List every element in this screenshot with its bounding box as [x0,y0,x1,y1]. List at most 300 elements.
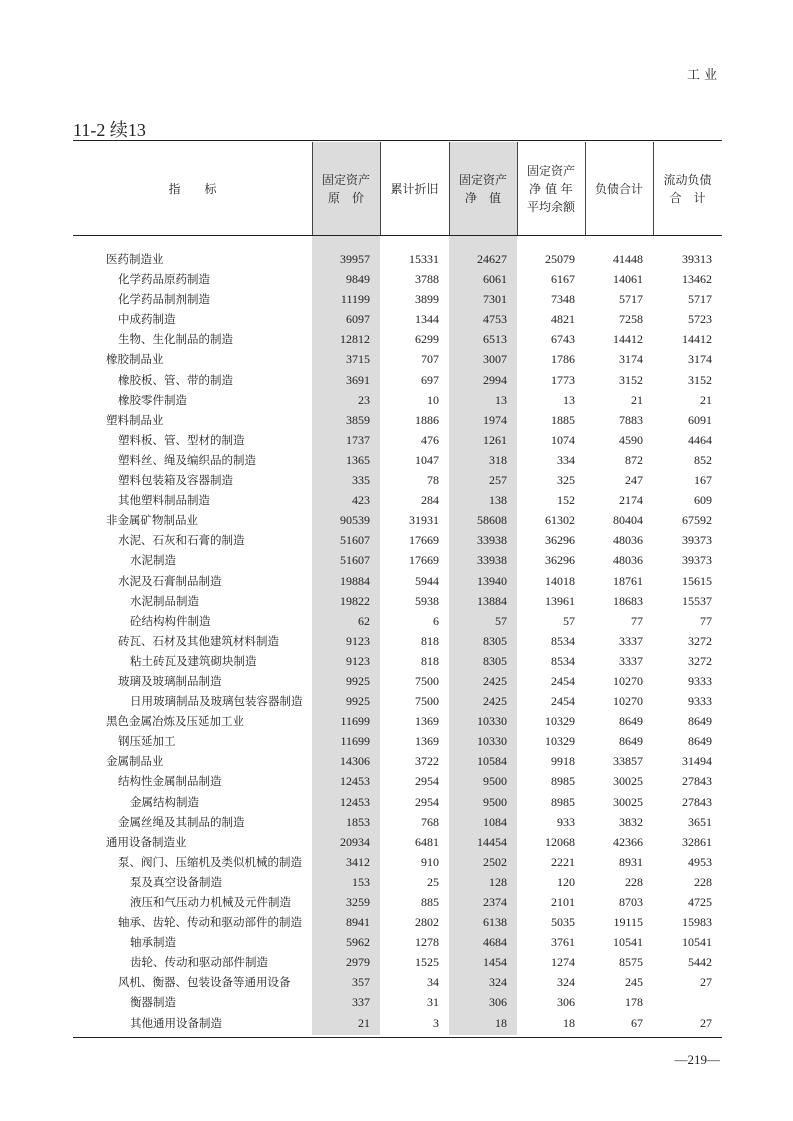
header-depreciation [380,142,449,235]
row-value: 1773 [551,372,575,387]
row-value: 14018 [545,573,575,588]
header-indicator [73,142,312,235]
table-row [73,289,722,309]
row-value: 5035 [551,915,575,930]
row-value: 10 [427,392,439,407]
header-line: 净 值 年 [529,181,573,196]
row-value: 476 [421,432,439,447]
row-value: 3337 [619,633,643,648]
row-indicator: 橡胶板、管、带的制造 [118,372,233,387]
row-value: 3 [433,1015,439,1030]
row-value: 325 [557,473,575,488]
row-value: 2221 [551,854,575,869]
row-value: 20934 [340,834,370,849]
row-indicator: 泵及真空设备制造 [130,874,222,889]
row-value: 10541 [613,935,643,950]
header-total-liabilities [585,142,653,235]
table-row [73,912,722,932]
row-value: 1369 [415,714,439,729]
row-value: 12453 [340,774,370,789]
row-value: 3722 [415,754,439,769]
row-value: 3007 [483,352,507,367]
row-value: 818 [421,653,439,668]
row-indicator: 其他通用设备制造 [130,1015,222,1030]
row-value: 2502 [483,854,507,869]
row-value: 138 [489,493,507,508]
row-value: 4753 [483,312,507,327]
row-value: 12812 [340,332,370,347]
row-value: 2174 [619,493,643,508]
row-value: 167 [694,473,712,488]
row-value: 19115 [613,915,643,930]
row-value: 3174 [619,352,643,367]
row-value: 247 [625,473,643,488]
row-value: 6743 [551,332,575,347]
row-value: 3899 [415,292,439,307]
table-row [73,470,722,490]
row-value: 318 [489,452,507,467]
row-value: 58608 [477,513,507,528]
row-value: 9333 [688,673,712,688]
row-value: 3152 [688,372,712,387]
table-row [73,571,722,591]
row-value: 10541 [682,935,712,950]
row-value: 30025 [613,794,643,809]
row-value: 21 [631,392,643,407]
row-value: 4953 [688,854,712,869]
row-value: 13 [495,392,507,407]
row-value: 1278 [415,935,439,950]
row-value: 13462 [682,272,712,287]
row-value: 6 [433,613,439,628]
row-value: 11199 [340,292,370,307]
row-value: 9123 [346,653,370,668]
row-value: 4590 [619,432,643,447]
row-value: 18761 [613,573,643,588]
row-value: 3761 [551,935,575,950]
row-value: 2374 [483,895,507,909]
row-value: 1454 [483,955,507,970]
row-value: 2954 [415,774,439,789]
table-row [73,792,722,812]
row-value: 9500 [483,774,507,789]
row-value: 15983 [682,915,712,930]
row-value: 27843 [682,774,712,789]
row-value: 6513 [483,332,507,347]
page-number: —219— [674,1052,720,1067]
row-value: 1853 [346,814,370,829]
row-value: 1365 [346,452,370,467]
row-value: 5442 [688,955,712,970]
row-indicator: 玻璃及玻璃制品制造 [118,673,222,688]
row-value: 1886 [415,412,439,427]
row-value: 6167 [551,272,575,287]
row-value: 6299 [415,332,439,347]
row-value: 32861 [682,834,712,849]
row-indicator: 金属丝绳及其制品的制造 [118,814,245,829]
row-value: 5962 [346,935,370,950]
row-value: 2979 [346,955,370,970]
table-row [73,992,722,1012]
row-value: 6061 [483,272,507,287]
row-value: 14306 [340,754,370,769]
row-indicator: 风机、衡器、包装设备等通用设备 [118,975,291,990]
header-net-average [517,142,585,235]
row-indicator: 轴承制造 [130,935,176,950]
row-value: 21 [700,392,712,407]
row-value: 2454 [551,673,575,688]
row-indicator: 粘土砖瓦及建筑砌块制造 [130,653,257,668]
row-value: 7500 [415,694,439,709]
table-row [73,510,722,530]
row-value: 21 [358,1015,370,1030]
row-value: 9925 [346,673,370,688]
row-value: 33938 [477,533,507,548]
row-value: 1369 [415,734,439,749]
row-value: 2425 [483,673,507,688]
row-value: 8985 [551,774,575,789]
row-value: 9849 [346,272,370,287]
row-indicator: 水泥制品制造 [130,593,199,608]
row-value: 15537 [682,593,712,608]
table-body [73,249,722,1033]
row-value: 4821 [551,312,575,327]
header-line: 合 计 [669,190,706,205]
row-value: 8649 [688,714,712,729]
table-row [73,852,722,872]
table-row [73,711,722,731]
row-value: 9918 [551,754,575,769]
row-value: 357 [352,975,370,990]
row-value: 33857 [613,754,643,769]
row-value: 48036 [613,553,643,568]
row-value: 5944 [415,573,439,588]
row-indicator: 通用设备制造业 [106,834,187,849]
row-value: 1074 [551,432,575,447]
row-value: 153 [352,874,370,889]
row-value: 25 [427,874,439,889]
row-value: 18 [563,1015,575,1030]
table-row [73,832,722,852]
row-value: 8649 [688,734,712,749]
row-value: 15331 [409,252,439,266]
row-value: 8534 [551,633,575,648]
table-row [73,390,722,410]
row-value: 23 [358,392,370,407]
row-indicator: 砼结构构件制造 [130,613,211,628]
row-value: 13 [563,392,575,407]
row-value: 337 [352,995,370,1010]
row-value: 3715 [346,352,370,367]
row-value: 306 [489,995,507,1010]
row-indicator: 化学药品制剂制造 [118,292,210,307]
row-value: 67 [631,1015,643,1030]
row-value: 14412 [613,332,643,347]
row-indicator: 塑料丝、绳及编织品的制造 [118,452,256,467]
header-line: 净 值 [464,190,501,205]
row-value: 62 [358,613,370,628]
row-value: 852 [694,452,712,467]
row-value: 13884 [477,593,507,608]
row-value: 306 [557,995,575,1010]
row-value: 39373 [682,533,712,548]
table-row [73,249,722,269]
table-row [73,349,722,369]
row-value: 39313 [682,252,712,266]
row-value: 1344 [415,312,439,327]
row-value: 1261 [483,432,507,447]
row-indicator: 化学药品原药制造 [118,272,210,287]
row-value: 6138 [483,915,507,930]
row-value: 34 [427,975,439,990]
row-value: 2101 [551,895,575,909]
table-row [73,591,722,611]
row-value: 6481 [415,834,439,849]
table-row [73,430,722,450]
row-indicator: 医药制造业 [106,252,164,266]
row-value: 18 [495,1015,507,1030]
row-value: 5717 [619,292,643,307]
row-value: 818 [421,633,439,648]
row-value: 3272 [688,633,712,648]
row-value: 284 [421,493,439,508]
row-value: 3859 [346,412,370,427]
table-title: 11-2 续13 [73,120,146,140]
row-value: 67592 [682,513,712,528]
row-indicator: 齿轮、传动和驱动部件制造 [130,955,268,970]
table-row [73,309,722,329]
header-indicator-label: 指 标 [168,181,217,196]
row-value: 14454 [477,834,507,849]
row-value: 228 [625,874,643,889]
row-value: 77 [631,613,643,628]
header-line: 负债合计 [594,181,643,196]
row-value: 8703 [619,895,643,909]
row-value: 19822 [340,593,370,608]
table-row [73,892,722,912]
row-value: 6097 [346,312,370,327]
row-indicator: 橡胶零件制造 [118,392,187,407]
row-value: 3272 [688,653,712,668]
row-value: 12068 [545,834,575,849]
row-value: 707 [421,352,439,367]
row-indicator: 塑料包装箱及容器制造 [118,473,233,488]
row-value: 77 [700,613,712,628]
row-value: 8985 [551,794,575,809]
row-value: 872 [625,452,643,467]
table-row [73,329,722,349]
table-top-rule [73,140,722,141]
row-indicator: 黑色金属冶炼及压延加工业 [106,714,244,729]
row-value: 2802 [415,915,439,930]
row-value: 18683 [613,593,643,608]
row-value: 228 [694,874,712,889]
row-indicator: 橡胶制品业 [106,352,164,367]
row-value: 3412 [346,854,370,869]
row-value: 6091 [688,412,712,427]
table-row [73,611,722,631]
row-value: 8534 [551,653,575,668]
row-value: 609 [694,493,712,508]
row-value: 78 [427,473,439,488]
row-value: 80404 [613,513,643,528]
header-line: 固定资产 [526,163,575,178]
row-value: 5717 [688,292,712,307]
row-value: 10329 [545,714,575,729]
row-value: 1084 [483,814,507,829]
row-value: 334 [557,452,575,467]
header-line: 固定资产 [321,172,370,187]
table-row [73,932,722,952]
row-value: 51607 [340,553,370,568]
row-value: 31931 [409,513,439,528]
row-value: 10584 [477,754,507,769]
row-value: 120 [557,874,575,889]
row-value: 10329 [545,734,575,749]
row-value: 324 [489,975,507,990]
row-indicator: 钢压延加工 [118,734,176,749]
row-indicator: 结构性金属制品制造 [118,774,222,789]
row-value: 48036 [613,533,643,548]
row-value: 14061 [613,272,643,287]
row-value: 8649 [619,714,643,729]
table-row [73,269,722,289]
table-row [73,972,722,992]
row-value: 1274 [551,955,575,970]
row-indicator: 日用玻璃制品及玻璃包装容器制造 [130,694,303,709]
row-value: 128 [489,874,507,889]
row-value: 3259 [346,895,370,909]
row-value: 57 [495,613,507,628]
row-value: 27 [700,1015,712,1030]
row-value: 8941 [346,915,370,930]
row-value: 2994 [483,372,507,387]
row-value: 10330 [477,714,507,729]
row-value: 3691 [346,372,370,387]
row-value: 11699 [340,714,370,729]
row-indicator: 砖瓦、石材及其他建筑材料制造 [118,633,279,648]
table-row [73,370,722,390]
row-value: 90539 [340,513,370,528]
row-indicator: 金属结构制造 [130,794,199,809]
table-row [73,671,722,691]
row-indicator: 液压和气压动力机械及元件制造 [130,895,291,909]
row-indicator: 水泥制造 [130,553,176,568]
row-value: 31494 [682,754,712,769]
header-current-liabilities [653,142,722,235]
row-indicator: 水泥、石灰和石膏的制造 [118,533,245,548]
row-indicator: 非金属矿物制品业 [106,513,198,528]
row-value: 31 [427,995,439,1010]
row-value: 10330 [477,734,507,749]
row-value: 61302 [545,513,575,528]
row-indicator: 金属制品业 [106,754,164,769]
row-indicator: 水泥及石膏制品制造 [118,573,222,588]
row-value: 8931 [619,854,643,869]
table-row [73,450,722,470]
row-value: 8305 [483,653,507,668]
table-row [73,731,722,751]
row-value: 42366 [613,834,643,849]
row-value: 9925 [346,694,370,709]
row-value: 17669 [409,553,439,568]
row-indicator: 衡器制造 [130,995,176,1010]
row-value: 13940 [477,573,507,588]
row-value: 25079 [545,252,575,266]
row-value: 4684 [483,935,507,950]
row-value: 3788 [415,272,439,287]
row-value: 17669 [409,533,439,548]
row-value: 3337 [619,653,643,668]
row-value: 152 [557,493,575,508]
row-value: 19884 [340,573,370,588]
section-label: 工业 [686,68,721,83]
row-indicator: 生物、生化制品的制造 [118,332,233,347]
row-value: 7500 [415,673,439,688]
row-value: 8649 [619,734,643,749]
row-indicator: 塑料板、管、型材的制造 [118,432,245,447]
row-value: 57 [563,613,575,628]
row-value: 10270 [613,673,643,688]
table-row [73,1013,722,1033]
header-line: 固定资产 [458,172,507,187]
header-line: 原 价 [327,190,364,205]
row-value: 768 [421,814,439,829]
row-value: 1525 [415,955,439,970]
row-value: 2425 [483,694,507,709]
row-value: 5723 [688,312,712,327]
row-value: 36296 [545,533,575,548]
row-value: 24627 [477,252,507,266]
row-value: 41448 [613,252,643,266]
row-value: 1786 [551,352,575,367]
row-value: 12453 [340,794,370,809]
row-value: 2454 [551,694,575,709]
row-indicator: 中成药制造 [118,312,176,327]
table-row [73,751,722,771]
row-value: 39373 [682,553,712,568]
row-value: 14412 [682,332,712,347]
table-header [73,142,722,235]
table-row [73,410,722,430]
header-line: 平均余额 [526,199,575,214]
row-value: 8305 [483,633,507,648]
row-value: 2954 [415,794,439,809]
table-row [73,490,722,510]
row-indicator: 泵、阀门、压缩机及类似机械的制造 [118,854,302,869]
row-indicator: 塑料制品业 [106,412,164,427]
header-line: 累计折旧 [390,181,439,196]
table-row [73,631,722,651]
row-value: 8575 [619,955,643,970]
row-value: 3832 [619,814,643,829]
row-value: 1885 [551,412,575,427]
row-value: 910 [421,854,439,869]
row-value: 7301 [483,292,507,307]
row-value: 1737 [346,432,370,447]
row-value: 4464 [688,432,712,447]
row-indicator: 轴承、齿轮、传动和驱动部件的制造 [118,915,302,930]
row-value: 30025 [613,774,643,789]
table-row [73,812,722,832]
table-bottom-rule [73,1037,722,1038]
table-row [73,771,722,791]
row-value: 3174 [688,352,712,367]
row-value: 9123 [346,633,370,648]
row-value: 4725 [688,895,712,909]
row-value: 9333 [688,694,712,709]
row-value: 15615 [682,573,712,588]
